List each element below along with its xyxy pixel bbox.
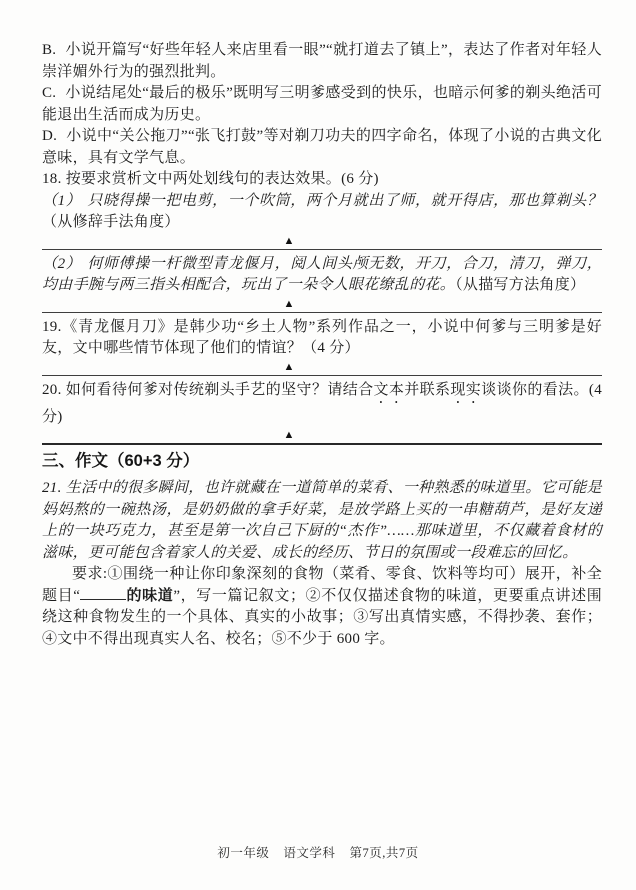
- question-20: [42, 380, 602, 429]
- question-18-part1: [42, 191, 602, 234]
- separator-line: [42, 249, 602, 250]
- separator-line: [42, 312, 602, 313]
- option-c-text: 小说结尾处“最后的极乐”既明写三明爹感受到的快乐，也暗示何爹的剃头绝活可能退出生活而成为历史。: [42, 85, 602, 123]
- option-d-label: D.: [42, 128, 58, 144]
- part2-note: （从描写方法角度）: [455, 277, 586, 293]
- option-b-text: 小说开篇写“好些年轻人来店里看一眼”“就打道去了镇上”，表达了作者对年轻人崇洋媚外行为的强烈批判。: [42, 42, 602, 80]
- essay-section-heading: 三、作文（60+3 分）: [42, 452, 200, 470]
- footer-grade: 初一年级: [217, 846, 270, 860]
- requirements-text-b: ”，写一篇记叙文；②不仅仅描述食物的味道，更要重点讲述围绕这种食物发生的一个具体、真实的小故事；③写出真情实感，不得抄袭、套作；④文中不得出现真实人名、校名；⑤不少于 600 字。: [42, 587, 603, 647]
- question-18-stem: 18. 按要求赏析文中两处划线句的表达效果。(6 分): [42, 171, 379, 187]
- option-b-label: B.: [42, 42, 57, 58]
- q20-emphasis-xianshi: 现实: [450, 381, 482, 398]
- part1-number: （1）: [42, 192, 82, 209]
- requirements-text-a: 要求:①围绕一种让你印象深刻的食物（菜肴、零食、饮料等均可）展开，补全题目“: [42, 566, 602, 604]
- page-footer: [0, 843, 636, 861]
- option-d-text: 小说中“关公拖刀”“张飞打鼓”等对剃刀功夫的四字命名，体现了小说的古典文化意味，具有文学气息。: [42, 128, 602, 166]
- part2-number: （2）: [42, 255, 82, 272]
- q20-text-c: 谈谈你的看法。(4 分): [42, 381, 602, 425]
- option-d: [42, 126, 602, 169]
- answer-marker-icon: ▲: [283, 234, 295, 247]
- q20-text-b: 并联系: [404, 381, 451, 398]
- question-19: 19.《青龙偃月刀》是韩少功“乡土人物”系列作品之一，小说中何爹与三明爹是好友，文中哪些情节体现了他们的情谊？（4 分）: [42, 318, 602, 356]
- answer-space-20: [42, 428, 602, 443]
- section-separator-line: [42, 443, 602, 445]
- question-21-intro: 21. 生活中的很多瞬间，也许就藏在一道简单的菜肴、一种熟悉的味道里。它可能是妈妈熬的一碗热汤，是奶奶做的拿手好菜，是放学路上买的一串糖葫芦，是好友递上的一块巧克力，甚至是第一次自己下厨的“杰作”……那味道里，不仅藏着食材的滋味，更可能包含着家人的关爱、成长的经历、节日的氛围或一段难忘的回忆。: [42, 480, 602, 561]
- separator-line: [42, 375, 602, 376]
- part1-quote: 只晓得操一把电剪，一个吹筒，两个月就出了师，就开得店，那也算剃头？: [87, 192, 603, 209]
- answer-marker-icon: ▲: [283, 297, 295, 310]
- part1-note: （从修辞手法角度）: [42, 214, 180, 230]
- option-b: [42, 40, 602, 83]
- q20-text-a: 20. 如何看待何爹对传统剃头手艺的坚守？请结合: [42, 381, 374, 398]
- title-blank-line: [80, 586, 126, 600]
- option-c-label: C.: [42, 85, 57, 101]
- essay-title-suffix: 的味道: [126, 587, 174, 604]
- answer-marker-icon: ▲: [283, 429, 295, 441]
- answer-space-19: [42, 360, 602, 375]
- answer-space-18-2: [42, 297, 602, 312]
- part2-quote: 何师傅操一杆微型青龙偃月，阅人间头颅无数，开刀，合刀，清刀，弹刀，均由手腕与两三指头相配合，玩出了一朵令人眼花缭乱的花。: [42, 255, 603, 293]
- footer-subject: 语文学科: [283, 846, 336, 860]
- q20-emphasis-wenben: 文本: [373, 381, 405, 398]
- question-18-part2: [42, 254, 602, 297]
- essay-requirements: [42, 564, 602, 650]
- option-c: [42, 83, 602, 126]
- answer-space-18-1: [42, 234, 602, 249]
- answer-marker-icon: ▲: [283, 360, 295, 373]
- footer-page-number: 第7页,共7页: [349, 846, 419, 860]
